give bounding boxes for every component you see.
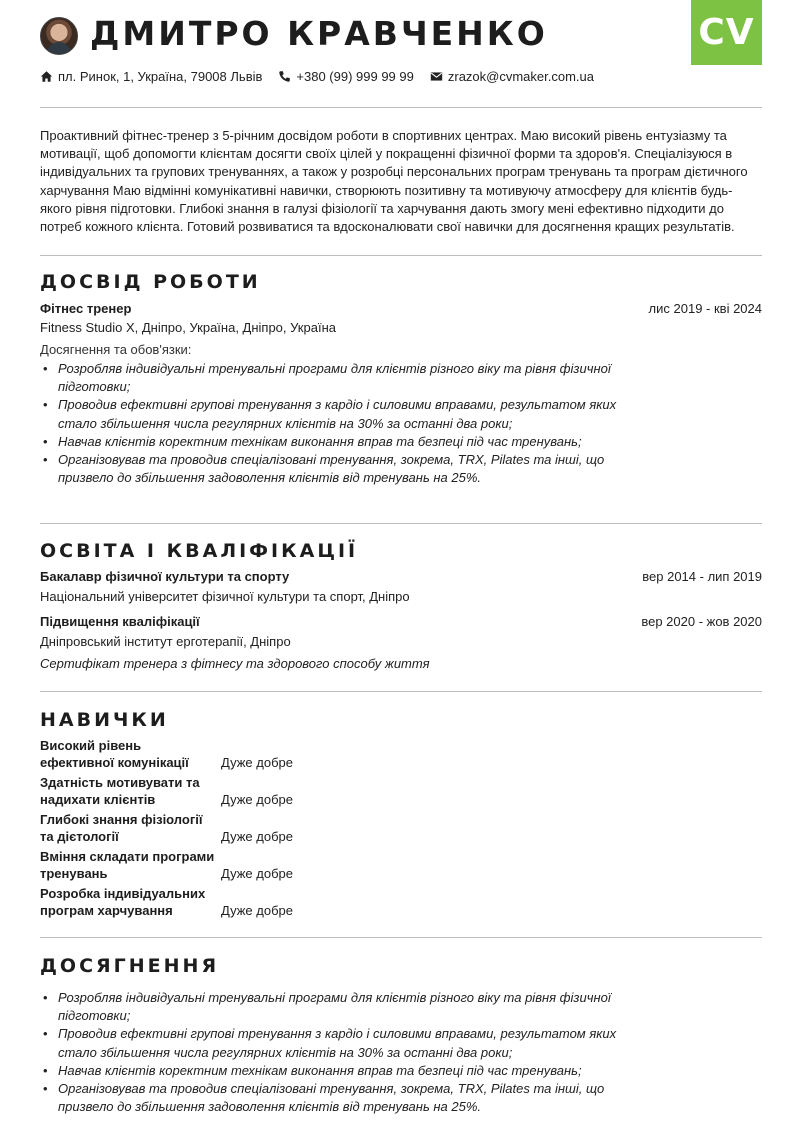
cv-badge: CV [691,0,762,65]
avatar [40,17,78,55]
list-item: • Організовував та проводив спеціалізовані тренування, зокрема, TRX, Pilates та інші, що призвело до збільшення задоволення клієнтів від тренувань на 25%. [40,1080,640,1116]
skills-section-title: НАВИЧКИ [40,709,169,731]
address-item [40,69,262,84]
phone-icon [278,70,291,83]
skill-level: Дуже добре [221,866,293,881]
skill-name: Високий рівень ефективної комунікації [40,738,189,770]
skill-level: Дуже добре [221,755,293,770]
duties-list [40,360,640,487]
degree-dates: вер 2020 - жов 2020 [641,614,762,629]
job-company: Fitness Studio X, Дніпро, Україна, Дніпро, Україна [40,320,336,335]
skill-name: Глибокі знання фізіології та дієтології [40,812,203,844]
skill-row [40,774,300,808]
list-item: • Проводив ефективні групові тренування з кардіо і силовими вправами, результатом яких стало збільшення числа регулярних клієнтів на 30% за останні два роки; [40,396,640,432]
list-item: • Навчав клієнтів коректним технікам виконання вправ та безпеці під час тренувань; [40,1062,640,1080]
education-note: Сертифікат тренера з фітнесу та здорового способу життя [40,656,430,671]
skill-level: Дуже добре [221,792,293,807]
skill-name: Здатність мотивувати та надихати клієнтів [40,775,200,807]
degree-title: Бакалавр фізичної культури та спорту [40,569,290,584]
degree-title: Підвищення кваліфікації [40,614,200,629]
duties-label: Досягнення та обов'язки: [40,342,192,357]
job-title: Фітнес тренер [40,301,132,316]
skill-name: Розробка індивідуальних програм харчування [40,886,206,918]
skill-row [40,885,300,919]
list-item: • Розробляв індивідуальні тренувальні програми для клієнтів різного віку та рівня фізичної підготовки; [40,360,640,396]
envelope-icon [430,70,443,83]
degree-dates: вер 2014 - лип 2019 [642,569,762,584]
education-header [40,569,762,584]
skill-level: Дуже добре [221,829,293,844]
list-item: • Проводив ефективні групові тренування з кардіо і силовими вправами, результатом яких стало збільшення числа регулярних клієнтів на 30% за останні два роки; [40,1025,640,1061]
experience-section-title: ДОСВІД РОБОТИ [40,271,261,293]
skill-row [40,811,300,845]
divider [40,107,762,108]
education-header [40,614,762,629]
divider [40,255,762,256]
skill-row [40,737,300,771]
divider [40,937,762,938]
list-item: • Розробляв індивідуальні тренувальні програми для клієнтів різного віку та рівня фізичної підготовки; [40,989,640,1025]
list-item: • Організовував та проводив спеціалізовані тренування, зокрема, TRX, Pilates та інші, що призвело до збільшення задоволення клієнтів від тренувань на 25%. [40,451,640,487]
school-name: Дніпровський інститут ерготерапії, Дніпро [40,634,291,649]
candidate-name: ДМИТРО КРАВЧЕНКО [90,14,548,53]
achievements-list [40,989,640,1116]
phone-item [278,69,413,84]
skill-row [40,848,300,882]
list-item: • Навчав клієнтів коректним технікам виконання вправ та безпеці під час тренувань; [40,433,640,451]
school-name: Національний університет фізичної культури та спорт, Дніпро [40,589,410,604]
skill-name: Вміння складати програми тренувань [40,849,215,881]
divider [40,523,762,524]
job-header [40,301,762,316]
phone-text: +380 (99) 999 99 99 [296,69,414,84]
education-section-title: ОСВІТА І КВАЛІФІКАЦІЇ [40,540,359,562]
email-item [430,69,594,84]
email-text: zrazok@cvmaker.com.ua [447,69,594,84]
skill-level: Дуже добре [221,903,293,918]
achievements-section-title: ДОСЯГНЕННЯ [40,955,220,977]
contact-line [40,69,610,84]
home-icon [40,70,53,83]
profile-summary: Проактивний фітнес-тренер з 5-річним досвідом роботи в спортивних центрах. Маю високий рівень ентузіазму та мотивації, щоб допомогти клієнтам досягти своїх цілей у покращенні фізичної форми та здоров'я. Спеціалізуюся в індивідуальних та групових тренуваннях, а також у розробці персональних програм тренувань та програм дієтичного харчування Маю відмінні комунікативні навички, створюють позитивну та мотивуючу атмосферу для клієнтів будь-якого рівня підготовки. Глибокі знання в галузі фізіології та харчування дають змогу мені ефективно підходити до потреб кожного клієнта. Готовий розвиватися та вдосконалювати свої навички для досягнення кращих результатів. [40,128,748,235]
address-text: пл. Ринок, 1, Україна, 79008 Львів [58,69,263,84]
job-dates: лис 2019 - кві 2024 [648,301,762,316]
divider [40,691,762,692]
